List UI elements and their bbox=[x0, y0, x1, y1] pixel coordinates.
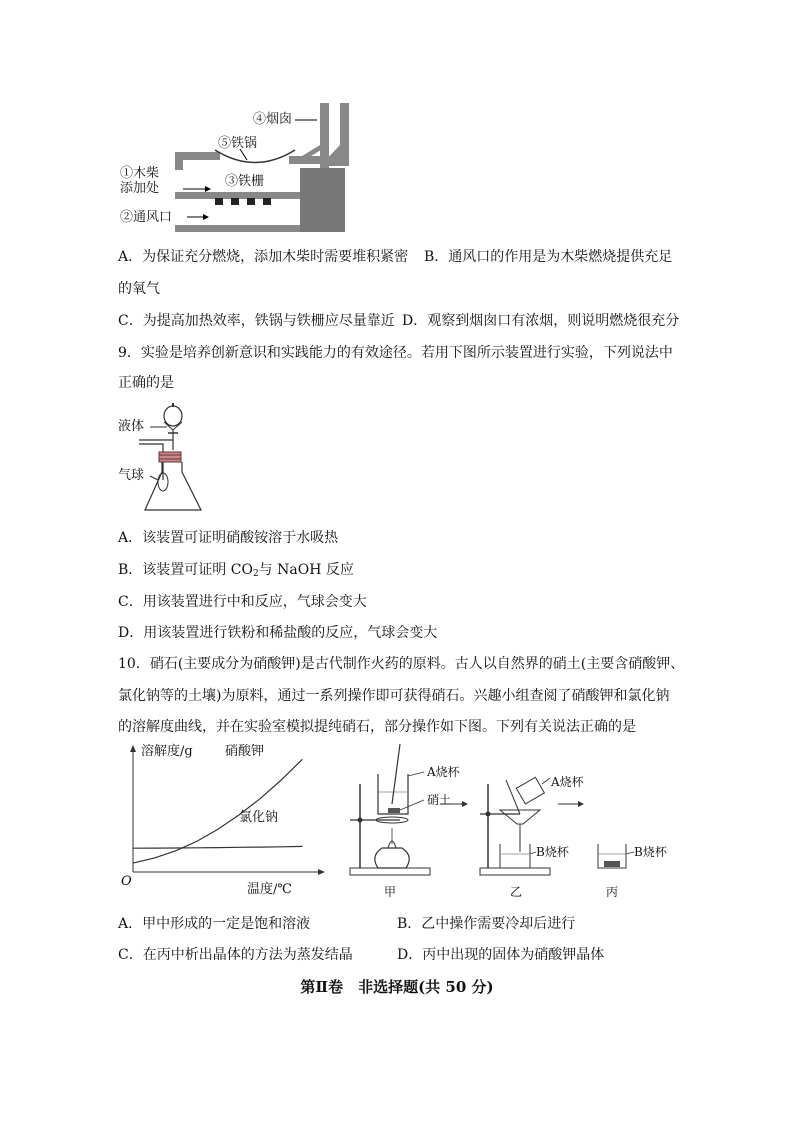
q9-stem-line1: 9．实验是培养创新意识和实践能力的有效途径。若用下图所示装置进行实验，下列说法中 bbox=[118, 345, 673, 361]
q8-option-b-line1: B．通风口的作用是为木柴燃烧提供充足 bbox=[424, 249, 673, 265]
liquid-label: 液体 bbox=[118, 419, 145, 434]
q9-option-c: C．用该装置进行中和反应，气球会变大 bbox=[118, 594, 367, 610]
y-axis-arrow bbox=[130, 745, 136, 752]
solubility-chart bbox=[115, 744, 330, 896]
q10-option-c: C．在丙中析出晶体的方法为蒸发结晶 bbox=[118, 947, 353, 963]
wood-label-1: ①木柴 bbox=[120, 166, 160, 181]
apparatus-diagram bbox=[340, 744, 680, 904]
chimney-label: ④烟囱 bbox=[253, 112, 293, 127]
q10-stem-line2: 氯化钠等的土壤)为原料，通过一系列操作即可获得硝石。兴趣小组查阅了硝酸钾和氯化钠 bbox=[118, 688, 670, 704]
q8-option-b-line2: 的氧气 bbox=[118, 281, 160, 297]
pot-label: ⑤铁锅 bbox=[218, 136, 258, 151]
soil-label: 硝土 bbox=[427, 793, 452, 807]
wood-label-2: 添加处 bbox=[120, 181, 160, 196]
beaker-b-label: B烧杯 bbox=[536, 845, 569, 859]
balloon-label: 气球 bbox=[118, 468, 145, 483]
section-title: 第Ⅱ卷 非选择题(共 50 分) bbox=[300, 978, 494, 996]
q10-option-a: A．甲中形成的一定是饱和溶液 bbox=[118, 916, 311, 932]
q10-stem-line3: 的溶解度曲线，并在实验室模拟提纯硝石，部分操作如下图。下列有关说法正确的是 bbox=[118, 719, 636, 735]
q9-option-d: D．用该装置进行铁粉和稀盐酸的反应，气球会变大 bbox=[118, 625, 438, 641]
grate-label: ③铁栅 bbox=[225, 174, 265, 189]
q10-option-d: D．丙中出现的固体为硝酸钾晶体 bbox=[397, 947, 605, 963]
q9-option-b-sub: 2 bbox=[252, 569, 259, 579]
q8-option-c: C．为提高加热效率，铁锅与铁栅应尽量靠近 bbox=[118, 313, 395, 329]
legend-kno3: 硝酸钾 bbox=[225, 744, 265, 759]
chart-xlabel: 温度/℃ bbox=[247, 882, 292, 897]
q9-option-b bbox=[118, 560, 354, 584]
beaker-a-label: A烧杯 bbox=[427, 765, 460, 779]
q9-stem-line2: 正确的是 bbox=[118, 375, 174, 391]
apparatus-figure bbox=[340, 744, 680, 904]
q8-option-a: A．为保证充分燃烧，添加木柴时需要堆积紧密 bbox=[118, 249, 409, 265]
q10-option-b: B．乙中操作需要冷却后进行 bbox=[397, 916, 576, 932]
beaker-a2-label: A烧杯 bbox=[551, 775, 584, 789]
curve-nacl bbox=[133, 846, 302, 848]
vent-label: ②通风口 bbox=[120, 210, 173, 225]
q8-option-d: D．观察到烟囱口有浓烟，则说明燃烧很充分 bbox=[402, 313, 680, 329]
label-bing: 丙 bbox=[606, 885, 619, 899]
solubility-chart-svg bbox=[115, 744, 330, 896]
legend-nacl: 氯化钠 bbox=[239, 810, 279, 825]
q10-stem-line1: 10．硝石(主要成分为硝酸钾)是古代制作火药的原料。古人以自然界的硝土(主要含硝酸钾、 bbox=[118, 656, 685, 672]
q9-option-b-post: 与 NaOH 反应 bbox=[258, 562, 354, 578]
q9-option-b-pre: B．该装置可证明 CO bbox=[118, 562, 253, 578]
q9-option-a: A．该装置可证明硝酸铵溶于水吸热 bbox=[118, 530, 339, 546]
x-axis-arrow bbox=[318, 869, 325, 875]
beaker-b2-label: B烧杯 bbox=[634, 845, 667, 859]
flask-diagram bbox=[115, 400, 225, 520]
flask-figure bbox=[115, 400, 225, 520]
label-yi: 乙 bbox=[510, 885, 523, 899]
chart-ylabel: 溶解度/g bbox=[141, 744, 193, 759]
label-jia: 甲 bbox=[384, 885, 397, 899]
chart-origin: O bbox=[121, 874, 132, 889]
stove-figure bbox=[115, 100, 355, 235]
